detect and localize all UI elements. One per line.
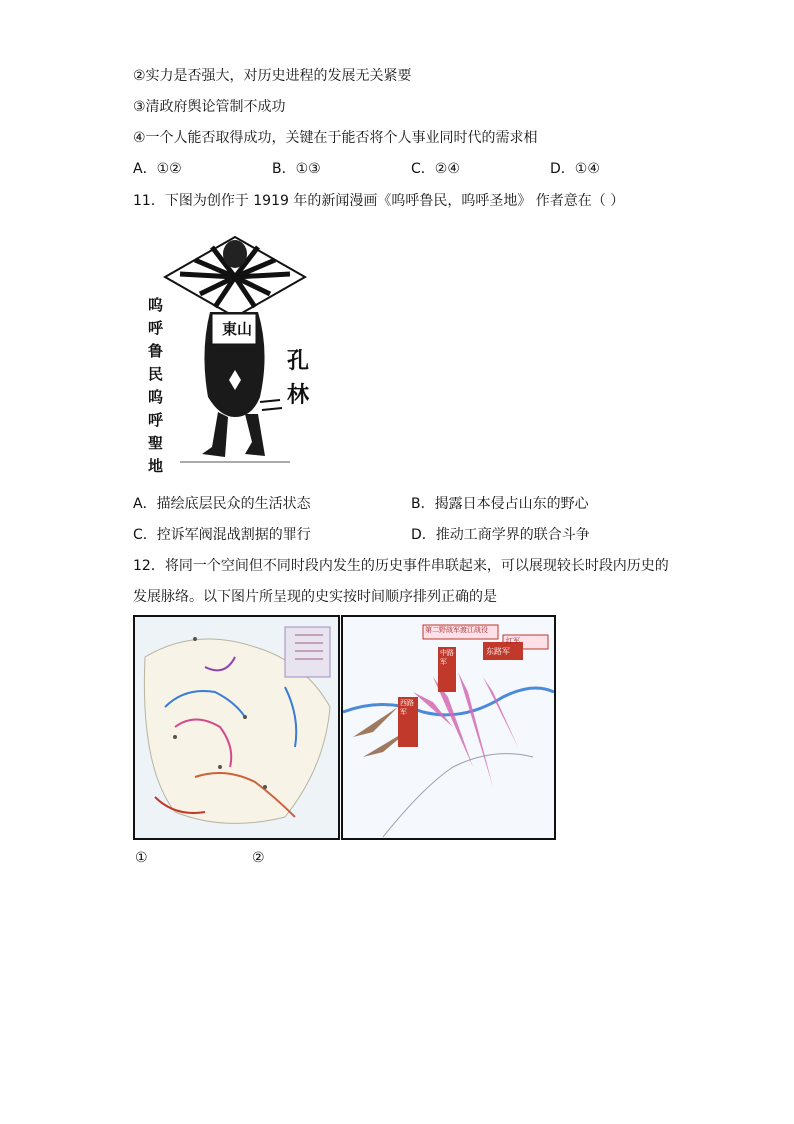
map-2-middle-route: 中路军 [440, 649, 454, 666]
caption-char: 聖 [148, 434, 164, 452]
q10-statement-2: ②实力是否强大，对历史进程的发展无关紧要 [133, 68, 412, 84]
q11-option-b: B．揭露日本侵占山东的野心 [411, 496, 589, 512]
q11-option-c: C．控诉军阀混战割据的罪行 [133, 527, 311, 543]
cartoon-vertical-caption [148, 294, 168, 478]
map-2-label: ② [252, 850, 265, 866]
caption-char: 鲁 [148, 342, 164, 360]
q11-stem: 11．下图为创作于 1919 年的新闻漫画《呜呼鲁民，呜呼圣地》 作者意在（ ） [133, 193, 625, 209]
political-cartoon [140, 232, 330, 477]
map-2-east-route: 东路军 [486, 647, 510, 656]
caption-char: 林 [287, 382, 310, 408]
map-2-tag-2: 红军 [506, 637, 520, 645]
map-1-label: ① [135, 850, 148, 866]
q10-option-d: D．①④ [550, 161, 600, 177]
map-2-tag-1: 第二野战军渡江战役 [425, 626, 488, 634]
caption-char: 孔 [287, 348, 310, 374]
caption-char: 地 [148, 457, 164, 475]
q10-option-b: B．①③ [272, 161, 321, 177]
cartoon-belly-label: 東山 [222, 320, 253, 338]
q10-option-c: C．②④ [411, 161, 460, 177]
map-2-west-route: 西路军 [400, 699, 414, 716]
cartoon-side-caption [287, 344, 309, 412]
q10-statement-3: ③清政府舆论管制不成功 [133, 99, 286, 115]
q11-option-d: D．推动工商学界的联合斗争 [411, 527, 590, 543]
caption-char: 呜 [148, 388, 164, 406]
q10-option-a: A．①② [133, 161, 182, 177]
caption-char: 呼 [148, 319, 164, 337]
q12-stem-line-1: 12．将同一个空间但不同时段内发生的历史事件串联起来，可以展现较长时段内历史的 [133, 558, 669, 574]
q12-stem-line-2: 发展脉络。以下图片所呈现的史实按时间顺序排列正确的是 [133, 589, 497, 605]
map-2 [341, 615, 556, 840]
q11-option-a: A．描绘底层民众的生活状态 [133, 496, 311, 512]
map-1-drawing [135, 617, 338, 838]
caption-char: 呼 [148, 411, 164, 429]
caption-char: 呜 [148, 296, 164, 314]
caption-char: 民 [148, 365, 164, 383]
q10-statement-4: ④一个人能否取得成功，关键在于能否将个人事业同时代的需求相 [133, 130, 538, 146]
map-1 [133, 615, 340, 840]
